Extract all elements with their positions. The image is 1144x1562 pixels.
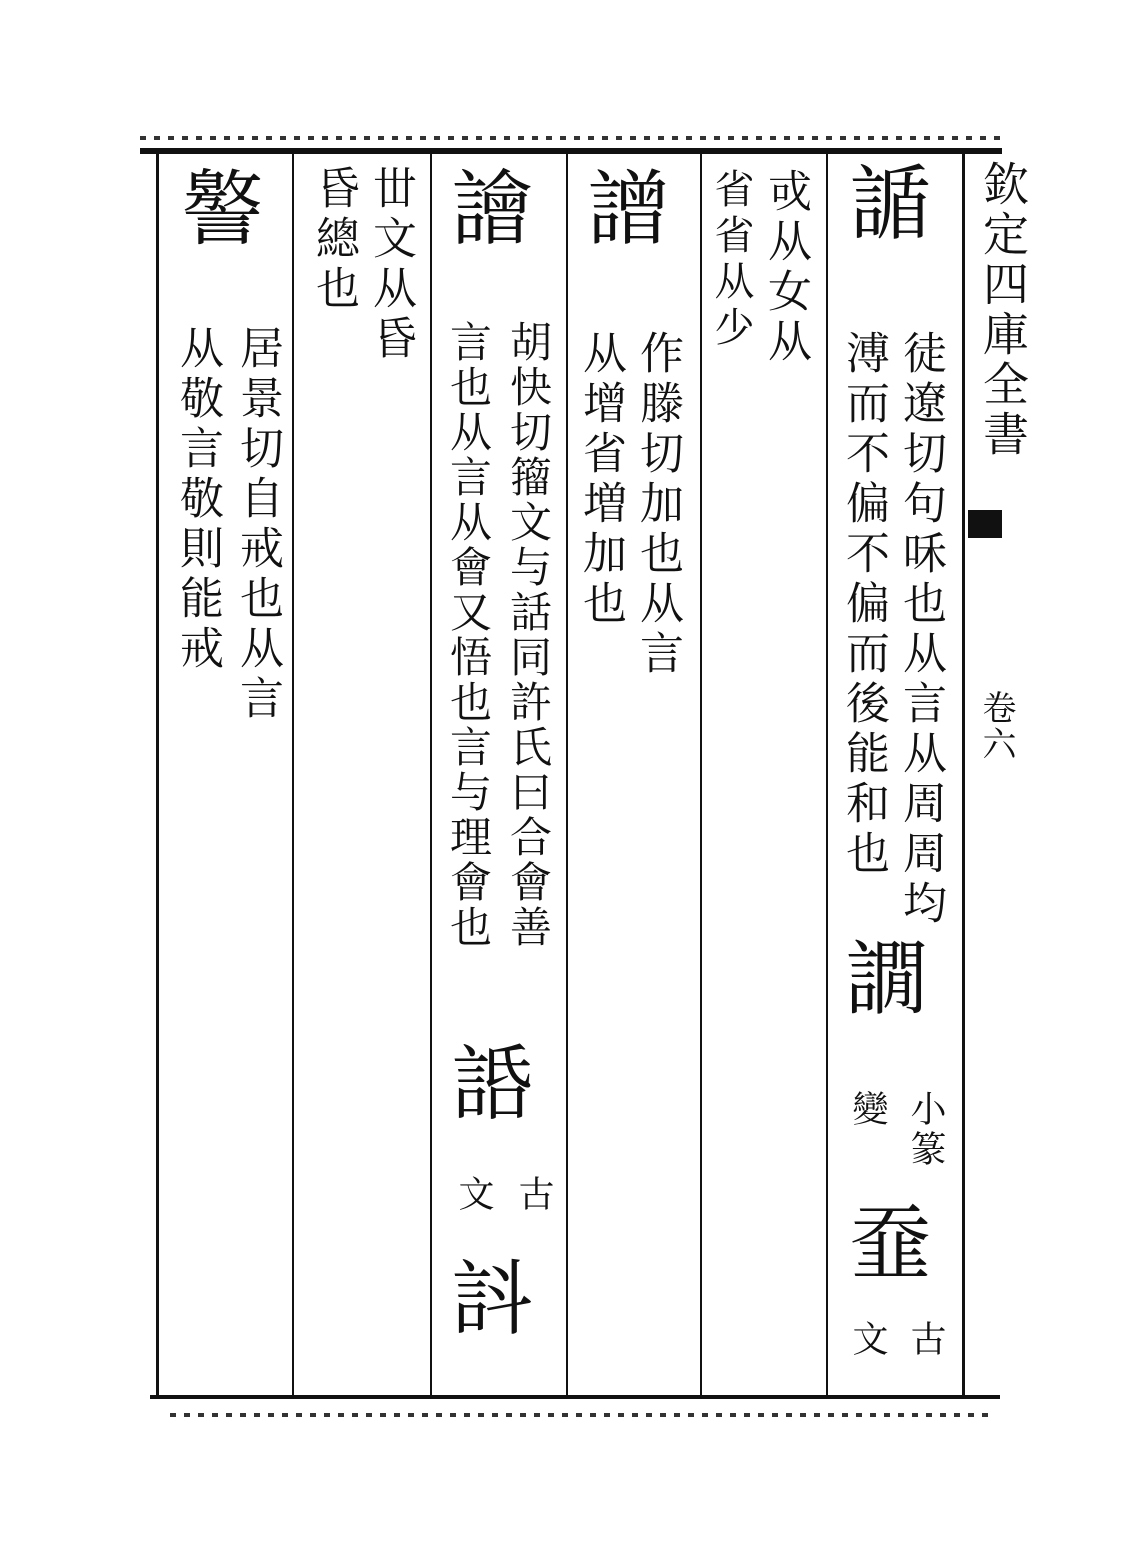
book-title: 欽定四庫全書	[976, 160, 1030, 460]
fish-tail-marker	[968, 510, 1002, 538]
column-1-note-script: 文	[847, 1320, 888, 1360]
column-1-note-ancient: 古	[905, 1320, 946, 1360]
column-6a: 居景切自戒也从言	[232, 325, 283, 725]
column-5b: 昏總也	[308, 165, 359, 315]
column-divider	[566, 152, 568, 1396]
top-dotted-line	[140, 136, 1002, 140]
column-3a: 作滕切加也从言	[632, 330, 683, 680]
column-1-note-variant: 變	[847, 1090, 888, 1130]
column-3b: 从增省増加也	[575, 330, 626, 630]
seal-glyph-6: 䛡	[438, 1040, 533, 1122]
column-4-note-ancient: 古	[513, 1175, 554, 1215]
column-5a: 丗文从昏	[365, 165, 416, 365]
column-4-note-script: 文	[453, 1175, 494, 1215]
seal-glyph-7: 䚵	[438, 1255, 533, 1337]
column-1b: 溥而不偏不偏而後能和也	[838, 330, 889, 880]
seal-glyph-3: 䪞	[836, 1200, 931, 1282]
seal-glyph-2: 譋	[832, 935, 927, 1017]
column-4a: 胡快切籀文与話同許氏曰合會善	[504, 320, 553, 950]
seal-glyph-5: 譮	[438, 165, 533, 247]
top-border	[140, 148, 1002, 154]
bottom-dotted-line	[170, 1413, 990, 1417]
column-1-note-small-seal: 小篆	[905, 1090, 946, 1170]
seal-glyph-4: 譄	[574, 165, 669, 247]
bottom-border	[150, 1395, 1000, 1399]
left-border	[156, 150, 159, 1398]
column-1a: 徒遼切句咊也从言从周周均	[895, 330, 946, 930]
column-6b: 从敬言敬則能戒	[172, 325, 223, 675]
column-2a: 戓从女从	[760, 168, 811, 368]
seal-glyph-1: 䛻	[836, 160, 931, 242]
volume-number: 卷六	[976, 690, 1016, 762]
column-4b: 言也从言从會又悟也言与理會也	[444, 320, 493, 950]
column-divider	[292, 152, 294, 1396]
right-border	[962, 150, 965, 1398]
column-2b: 省省从少	[708, 168, 754, 352]
column-divider	[430, 152, 432, 1396]
column-divider	[700, 152, 702, 1396]
seal-glyph-8: 譥	[168, 165, 263, 247]
column-divider	[826, 152, 828, 1396]
